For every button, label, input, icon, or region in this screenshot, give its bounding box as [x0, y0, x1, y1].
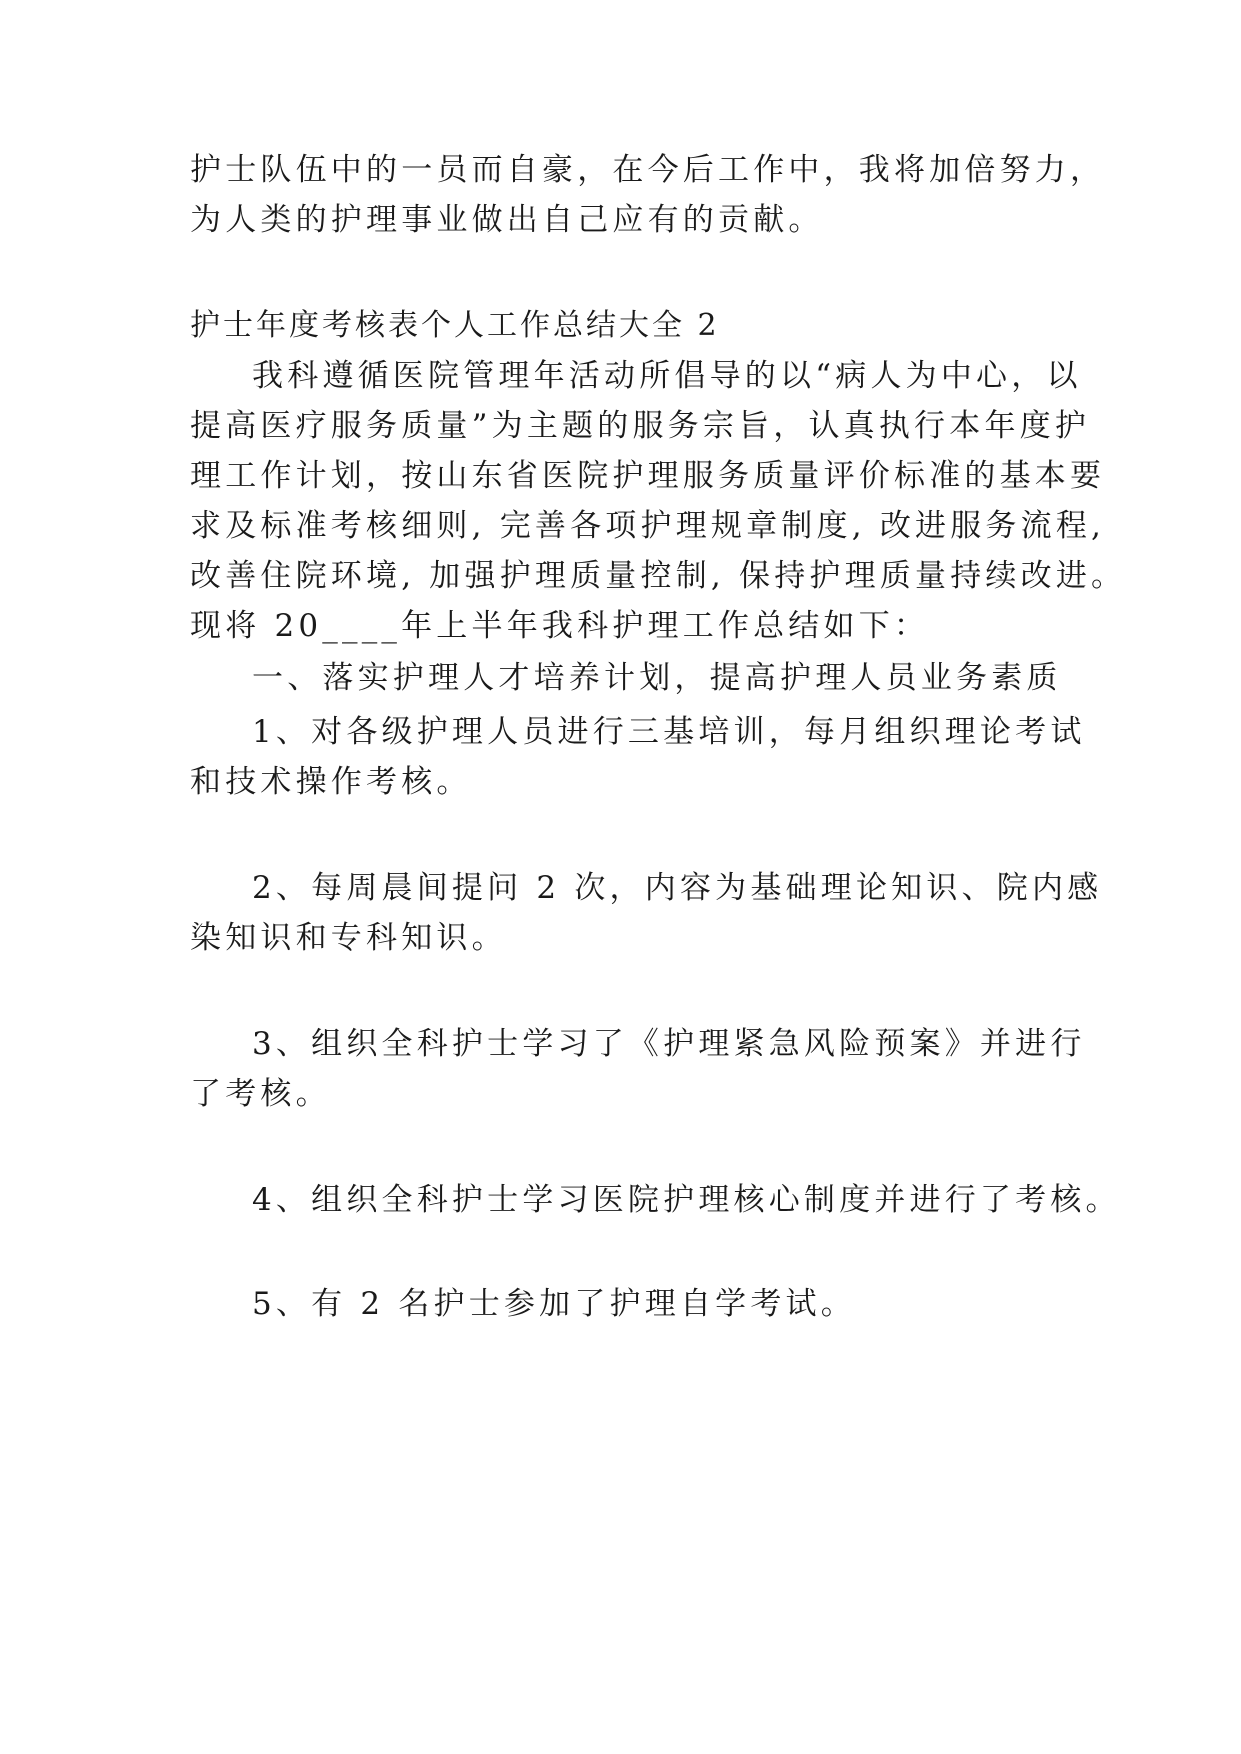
continuation-line-1: 护士队伍中的一员而自豪，在今后工作中，我将加倍努力， — [190, 152, 1106, 188]
intro-line-2: 提高医疗服务质量”为主题的服务宗旨，认真执行本年度护 — [190, 408, 1091, 444]
section-title: 护士年度考核表个人工作总结大全 2 — [190, 308, 720, 343]
item-4: 4、组织全科护士学习医院护理核心制度并进行了考核。 — [252, 1182, 1121, 1218]
item-5: 5、有 2 名护士参加了护理自学考试。 — [252, 1286, 856, 1322]
item-2-line-1: 2、每周晨间提问 2 次，内容为基础理论知识、院内感 — [252, 870, 1103, 906]
item-1-line-1: 1、对各级护理人员进行三基培训，每月组织理论考试 — [252, 714, 1086, 750]
intro-line-5: 改善住院环境, 加强护理质量控制, 保持护理质量持续改进。 — [190, 558, 1127, 594]
intro-line-6: 现将 20____年上半年我科护理工作总结如下： — [190, 608, 930, 644]
item-3-line-2: 了考核。 — [190, 1076, 331, 1112]
continuation-line-2: 为人类的护理事业做出自己应有的贡献。 — [190, 202, 824, 238]
intro-line-1: 我科遵循医院管理年活动所倡导的以“病人为中心，以 — [252, 358, 1082, 394]
subheading: 一、落实护理人才培养计划，提高护理人员业务素质 — [252, 660, 1062, 696]
intro-line-4: 求及标准考核细则, 完善各项护理规章制度, 改进服务流程, — [190, 508, 1106, 544]
item-1-line-2: 和技术操作考核。 — [190, 764, 472, 800]
intro-line-3: 理工作计划，按山东省医院护理服务质量评价标准的基本要 — [190, 458, 1106, 494]
item-2-line-2: 染知识和专科知识。 — [190, 920, 507, 956]
item-3-line-1: 3、组织全科护士学习了《护理紧急风险预案》并进行 — [252, 1026, 1086, 1062]
